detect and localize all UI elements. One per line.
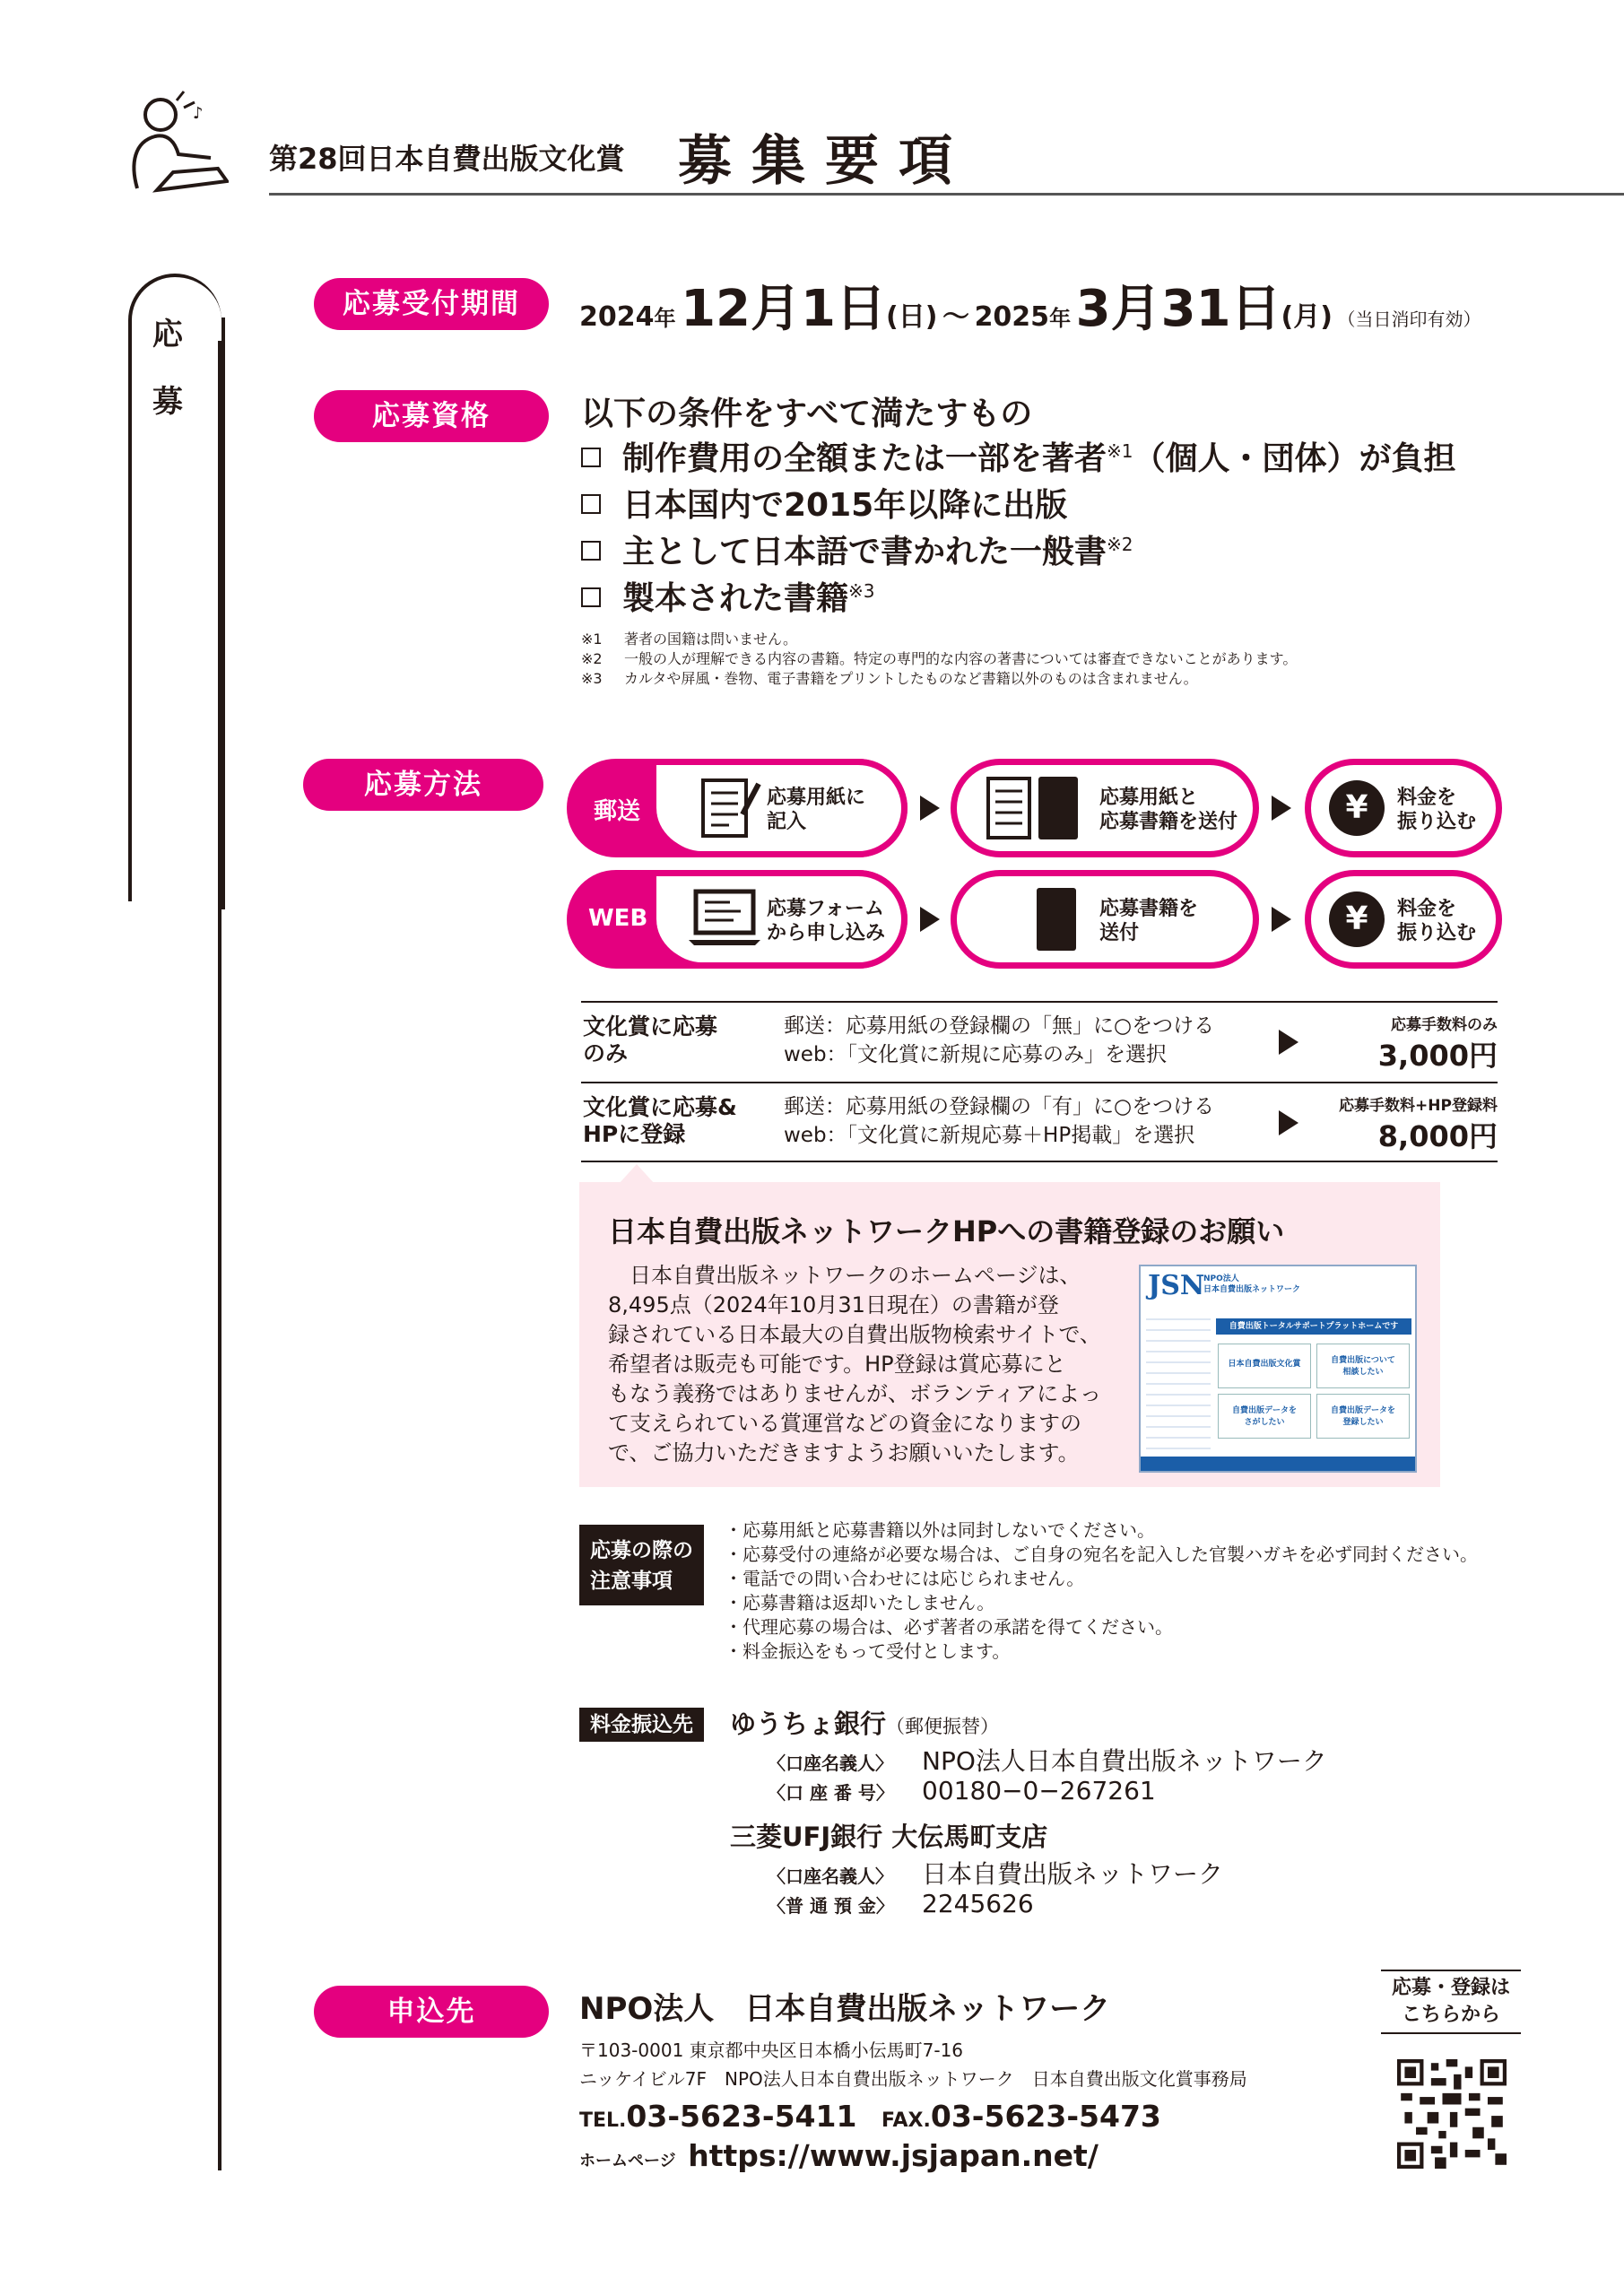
side-char-1: 応 — [152, 317, 183, 352]
laptop-icon — [687, 888, 762, 947]
period-dates — [579, 269, 1481, 341]
method-label: 応募方法 — [303, 759, 543, 811]
period-note: （当日消印有効） — [1337, 309, 1481, 330]
bank-sub: （郵便振替） — [886, 1716, 1000, 1737]
condition-tail: （個人・団体）が負担 — [1133, 440, 1456, 477]
nen: 年 — [654, 306, 676, 331]
note-text: カルタや屏風・巻物、電子書籍をプリントしたものなど書籍以外のものは含まれません。 — [624, 670, 1198, 687]
caution-item: ・電話での問い合わせには応じられません。 — [725, 1568, 1085, 1589]
caution-item: ・応募書籍は返却いたしません。 — [725, 1592, 995, 1613]
field-label: 〈口座名義人〉 — [768, 1752, 893, 1774]
tilde: ～ — [942, 301, 969, 333]
fee-option-1 — [581, 1001, 1498, 1082]
fax-label: FAX. — [881, 2109, 931, 2132]
contact-phone — [579, 2099, 1161, 2134]
field-label: 〈口座名義人〉 — [768, 1866, 893, 1887]
footnote-mark: ※3 — [848, 580, 875, 602]
web-step-1-text: 応募フォーム から申し込み — [767, 898, 886, 944]
website-screenshot — [1139, 1265, 1417, 1473]
condition-2 — [581, 480, 1067, 526]
side-tab — [128, 274, 221, 901]
caution-item: ・応募受付の連絡が必要な場合は、ご自身の宛名を記入した官製ハガキを必ず同封ください。 — [725, 1544, 1478, 1565]
svg-text:♪: ♪ — [193, 104, 204, 123]
yen-icon: ¥ — [1329, 780, 1385, 836]
fee-label: 応募手数料のみ — [1391, 1016, 1498, 1034]
field-label: 〈口 座 番 号〉 — [768, 1782, 894, 1804]
condition-4 — [581, 573, 875, 619]
homepage-link[interactable]: https://www.jsjapan.net/ — [688, 2138, 1099, 2173]
dow-start: (日) — [885, 301, 938, 333]
condition-text: 主として日本語で書かれた一般書 — [622, 534, 1107, 570]
hp-line: もなう義務ではありませんが、ボランティアによっ — [608, 1381, 1102, 1406]
site-card: 自費出版データを さがしたい — [1218, 1394, 1311, 1439]
note-text: 著者の国籍は問いません。 — [624, 631, 797, 648]
footnote-3 — [581, 667, 1198, 688]
bank-2-name — [730, 1817, 1047, 1854]
callout-pointer — [619, 1164, 655, 1184]
contact-address-2: ニッケイビル7F NPO法人日本自費出版ネットワーク 日本自費出版文化賞事務局 — [579, 2068, 1247, 2090]
jsn-logo: JSN — [1148, 1270, 1205, 1301]
site-name: NPO法人 日本自費出版ネットワーク — [1203, 1274, 1301, 1294]
footnote-1 — [581, 628, 797, 648]
checkbox-icon — [581, 541, 601, 561]
header-rule — [269, 193, 1624, 196]
field-value: 2245626 — [922, 1889, 1034, 1918]
field-value: 日本自費出版ネットワーク — [922, 1859, 1224, 1889]
bank-1-holder — [768, 1742, 1327, 1778]
side-line — [218, 341, 221, 2170]
hp-line: 8,495点（2024年10月31日現在）の書籍が登 — [608, 1292, 1059, 1318]
field-label: 〈普 通 預 金〉 — [768, 1895, 894, 1917]
contact-homepage — [579, 2138, 1099, 2173]
hp-title: 日本自費出版ネットワークHPへの書籍登録のお願い — [608, 1214, 1285, 1248]
hp-body — [608, 1261, 1101, 1468]
contact-org: NPO法人 日本自費出版ネットワーク — [579, 1991, 1111, 2027]
hp-request-box — [579, 1182, 1440, 1487]
qualification-label: 応募資格 — [314, 390, 549, 442]
mail-step-2-text: 応募用紙と 応募書籍を送付 — [1099, 787, 1238, 833]
date-end: 3月31日 — [1075, 280, 1281, 338]
site-card: 日本自費出版文化賞 — [1218, 1344, 1311, 1388]
date-start: 12月1日 — [681, 280, 886, 338]
note-mark: ※2 — [581, 650, 603, 667]
bank-1-name — [730, 1704, 999, 1741]
dow-end: (月) — [1281, 301, 1333, 333]
arrow-right-icon — [920, 907, 940, 932]
mail-step-1-text: 応募用紙に 記入 — [767, 787, 866, 833]
arrow-right-icon — [1279, 1030, 1298, 1055]
caution-item: ・応募用紙と応募書籍以外は同封しないでください。 — [725, 1519, 1155, 1541]
caution-item: ・代理応募の場合は、必ず著者の承諾を得てください。 — [725, 1616, 1173, 1638]
contact-label: 申込先 — [314, 1986, 549, 2038]
condition-text: 日本国内で2015年以降に出版 — [622, 487, 1068, 524]
field-value: 00180−0−267261 — [922, 1776, 1156, 1805]
tel-number[interactable]: 03-5623-5411 — [626, 2099, 857, 2134]
year-end: 2025 — [974, 301, 1050, 333]
hp-line: 録されている日本最大の自費出版物検索サイトで、 — [608, 1322, 1101, 1347]
web-label: WEB — [588, 905, 648, 932]
hp-line: 日本自費出版ネットワークのホームページは、 — [608, 1263, 1081, 1288]
mail-label: 郵送 — [594, 798, 641, 825]
note-text: 一般の人が理解できる内容の書籍。特定の専門的な内容の著書については審査できないことがあります。 — [624, 650, 1298, 667]
hp-line: で、ご協力いただきますようお願いいたします。 — [608, 1440, 1080, 1465]
condition-1 — [581, 433, 1456, 479]
condition-text: 制作費用の全額または一部を著者 — [622, 440, 1107, 477]
book-icon — [1035, 884, 1080, 954]
bank-1-account — [768, 1776, 1156, 1805]
note-mark: ※1 — [581, 631, 603, 648]
fax-number: 03-5623-5473 — [930, 2099, 1161, 2134]
tel-label: TEL. — [579, 2109, 627, 2132]
page-title: 募集要項 — [678, 130, 972, 193]
qualification-lead: 以下の条件をすべて満たすもの — [581, 396, 1033, 432]
arrow-right-icon — [920, 796, 940, 821]
site-card: 自費出版について 相談したい — [1316, 1344, 1410, 1388]
site-banner: 自費出版トータルサポートプラットホームです — [1216, 1318, 1411, 1335]
nen: 年 — [1049, 306, 1072, 331]
hp-line: 希望者は販売も可能です。HP登録は賞応募にと — [608, 1352, 1066, 1377]
option-title: 文化賞に応募 のみ — [583, 1013, 718, 1066]
yen-icon: ¥ — [1329, 891, 1385, 947]
arrow-right-icon — [1279, 1110, 1298, 1135]
fee-option-2 — [581, 1082, 1498, 1162]
fee-label: 応募手数料+HP登録料 — [1339, 1097, 1498, 1115]
footnote-mark: ※1 — [1107, 440, 1133, 462]
checkbox-icon — [581, 587, 601, 607]
option-mail: 郵送：応募用紙の登録欄の「有」に○をつける — [784, 1095, 1215, 1118]
option-mail: 郵送：応募用紙の登録欄の「無」に○をつける — [784, 1014, 1215, 1038]
footnote-mark: ※2 — [1107, 534, 1133, 555]
field-value: NPO法人日本自費出版ネットワーク — [922, 1746, 1327, 1776]
site-card: 自費出版データを 登録したい — [1316, 1394, 1410, 1439]
hp-line: て支えられている賞運営などの資金になりますの — [608, 1411, 1081, 1436]
note-mark: ※3 — [581, 670, 603, 687]
year-start: 2024 — [579, 301, 655, 333]
edition-title: 第28回日本自費出版文化賞 — [269, 142, 625, 176]
form-pen-icon — [699, 775, 762, 839]
site-sidebar — [1146, 1309, 1211, 1453]
qr-label: 応募・登録は こちらから — [1381, 1970, 1521, 2034]
arrow-right-icon — [1272, 796, 1291, 821]
checkbox-icon — [581, 494, 601, 514]
period-label: 応募受付期間 — [314, 278, 549, 330]
homepage-label: ホームページ — [579, 2152, 676, 2170]
option-title: 文化賞に応募& HPに登録 — [583, 1094, 737, 1147]
reading-person-icon — [121, 83, 229, 195]
bank-2-holder — [768, 1855, 1223, 1891]
checkbox-icon — [581, 448, 601, 467]
footnote-2 — [581, 648, 1297, 668]
side-char-2: 募 — [152, 384, 183, 420]
mail-step-3-text: 料金を 振り込む — [1397, 787, 1477, 833]
condition-3 — [581, 526, 1133, 572]
bank-name: ゆうちょ銀行 — [730, 1709, 887, 1739]
fee-price: 8,000円 — [1377, 1119, 1498, 1153]
caution-item: ・料金振込をもって受付とします。 — [725, 1640, 1011, 1662]
caution-label: 応募の際の 注意事項 — [579, 1525, 704, 1605]
qr-code[interactable] — [1397, 2059, 1507, 2169]
contact-address-1: 〒103-0001 東京都中央区日本橋小伝馬町7-16 — [579, 2039, 964, 2061]
form-book-icon — [985, 773, 1083, 843]
payment-label: 料金振込先 — [579, 1708, 704, 1742]
arrow-right-icon — [1272, 907, 1291, 932]
fee-price: 3,000円 — [1377, 1039, 1498, 1073]
bank-2-account — [768, 1889, 1034, 1918]
condition-text: 製本された書籍 — [622, 580, 849, 617]
option-web: web：「文化賞に新規応募＋HP掲載」を選択 — [784, 1124, 1195, 1147]
site-footer — [1141, 1457, 1417, 1473]
web-step-2-text: 応募書籍を 送付 — [1099, 898, 1199, 944]
bank-name: 三菱UFJ銀行 大伝馬町支店 — [730, 1822, 1048, 1852]
web-step-3-text: 料金を 振り込む — [1397, 898, 1477, 944]
option-web: web：「文化賞に新規に応募のみ」を選択 — [784, 1043, 1168, 1066]
